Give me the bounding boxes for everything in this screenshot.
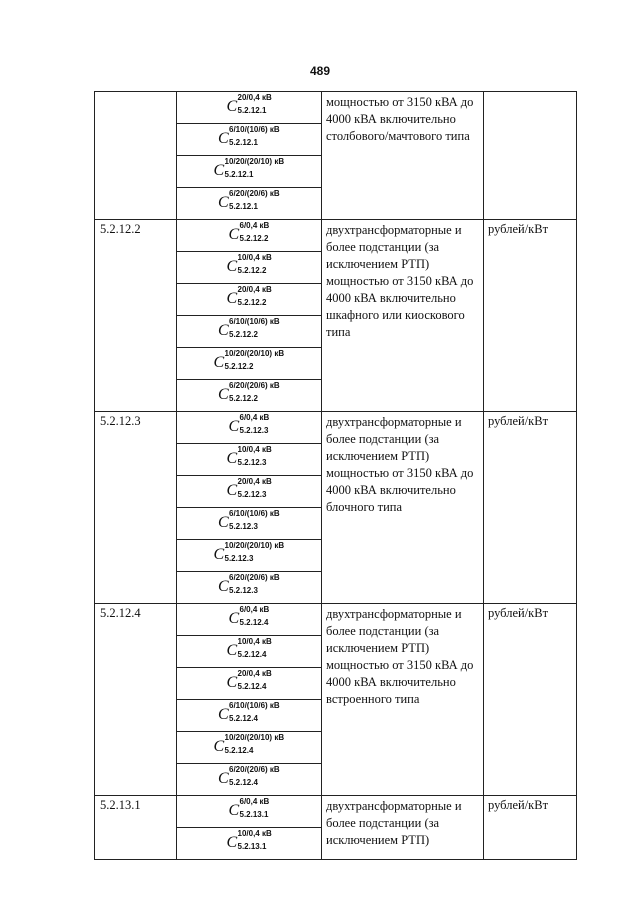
symbol-base: C [228,610,240,627]
description-cell: двухтрансформаторные и более подстанции (за исключением РТП) мощностью от 3150 кВА до 4000 кВА включительно шкафного или киоскового типа [322,220,484,412]
symbol-subscript: 5.2.12.2 [237,266,267,275]
symbol-base: C [213,546,225,563]
symbol-superscript: 6/0,4 кВ [239,605,270,614]
symbol-subscript: 5.2.12.2 [229,330,258,339]
tariff-table [94,91,577,860]
tariff-symbol [229,412,270,438]
symbol-superscript: 20/0,4 кВ [237,93,272,102]
symbol-base: C [218,386,229,403]
symbol-superscript: 10/20/(20/10) кВ [224,733,285,742]
symbol-superscript: 6/10/(10/6) кВ [229,317,280,326]
symbol-superscript: 6/10/(10/6) кВ [229,509,280,518]
tariff-symbol-cell [177,476,322,508]
symbol-subscript: 5.2.12.4 [239,618,269,627]
table-row [95,604,577,636]
symbol-superscript: 10/0,4 кВ [237,253,272,262]
tariff-symbol [229,604,270,630]
tariff-symbol-cell [177,572,322,604]
tariff-symbol-cell [177,92,322,124]
symbol-superscript: 20/0,4 кВ [237,477,272,486]
tariff-symbol-cell [177,316,322,348]
symbol-base: C [226,834,238,851]
tariff-symbol [229,796,270,822]
symbol-subscript: 5.2.12.1 [224,170,254,179]
tariff-symbol [218,508,280,534]
symbol-base: C [213,354,225,371]
tariff-symbol [227,828,272,854]
symbol-base: C [218,706,229,723]
tariff-symbol-cell [177,540,322,572]
symbol-base: C [228,418,240,435]
symbol-base: C [226,450,238,467]
symbol-superscript: 10/0,4 кВ [237,445,272,454]
tariff-symbol [227,252,272,278]
tariff-symbol-cell [177,764,322,796]
description-cell: мощностью от 3150 кВА до 4000 кВА включительно столбового/мачтового типа [322,92,484,220]
tariff-symbol [214,156,285,182]
symbol-superscript: 10/0,4 кВ [237,637,272,646]
symbol-superscript: 6/0,4 кВ [239,413,270,422]
symbol-superscript: 10/20/(20/10) кВ [224,349,285,358]
tariff-symbol-cell [177,252,322,284]
symbol-subscript: 5.2.12.4 [237,682,267,691]
table-row [95,412,577,444]
description-cell: двухтрансформаторные и более подстанции (за исключением РТП) мощностью от 3150 кВА до 4000 кВА включительно встроенного типа [322,604,484,796]
symbol-superscript: 6/0,4 кВ [239,221,270,230]
symbol-subscript: 5.2.12.1 [229,202,258,211]
tariff-symbol-cell [177,700,322,732]
tariff-symbol [218,572,280,598]
unit-cell: рублей/кВт [484,412,577,604]
symbol-subscript: 5.2.13.1 [237,842,267,851]
tariff-symbol-cell [177,732,322,764]
tariff-symbol [214,732,285,758]
symbol-base: C [226,482,238,499]
symbol-subscript: 5.2.12.3 [229,586,258,595]
tariff-symbol [229,220,270,246]
symbol-subscript: 5.2.12.1 [237,106,267,115]
symbol-superscript: 20/0,4 кВ [237,669,272,678]
tariff-symbol [218,380,280,406]
table-row [95,220,577,252]
symbol-superscript: 10/20/(20/10) кВ [224,541,285,550]
item-code-cell: 5.2.13.1 [95,796,177,860]
tariff-symbol [227,284,272,310]
tariff-symbol-cell [177,188,322,220]
tariff-symbol [227,668,272,694]
symbol-base: C [213,162,225,179]
unit-cell: рублей/кВт [484,796,577,860]
description-cell: двухтрансформаторные и более подстанции (за исключением РТП) мощностью от 3150 кВА до 4000 кВА включительно блочного типа [322,412,484,604]
symbol-superscript: 6/20/(20/6) кВ [229,765,280,774]
symbol-base: C [226,258,238,275]
symbol-superscript: 20/0,4 кВ [237,285,272,294]
symbol-base: C [218,322,229,339]
symbol-superscript: 6/20/(20/6) кВ [229,573,280,582]
symbol-subscript: 5.2.12.4 [237,650,267,659]
symbol-base: C [218,194,229,211]
tariff-symbol-cell [177,828,322,860]
tariff-symbol-cell [177,444,322,476]
symbol-subscript: 5.2.12.3 [237,458,267,467]
tariff-symbol-cell [177,412,322,444]
tariff-symbol [218,764,280,790]
item-code-cell: 5.2.12.3 [95,412,177,604]
tariff-symbol-cell [177,124,322,156]
symbol-subscript: 5.2.12.3 [237,490,267,499]
page-number: 489 [309,64,331,78]
symbol-base: C [213,738,225,755]
symbol-superscript: 6/20/(20/6) кВ [229,189,280,198]
symbol-subscript: 5.2.12.2 [239,234,269,243]
tariff-symbol-cell [177,284,322,316]
symbol-superscript: 6/0,4 кВ [239,797,270,806]
symbol-subscript: 5.2.12.4 [224,746,254,755]
tariff-symbol-cell [177,508,322,540]
tariff-symbol [227,636,272,662]
symbol-base: C [226,98,238,115]
symbol-subscript: 5.2.12.4 [229,778,258,787]
tariff-symbol [214,348,285,374]
unit-cell: рублей/кВт [484,604,577,796]
symbol-superscript: 6/20/(20/6) кВ [229,381,280,390]
tariff-symbol [214,540,285,566]
item-code-cell: 5.2.12.4 [95,604,177,796]
symbol-superscript: 10/0,4 кВ [237,829,272,838]
table-row [95,92,577,124]
tariff-symbol [218,188,280,214]
symbol-base: C [218,514,229,531]
symbol-base: C [226,642,238,659]
symbol-superscript: 6/10/(10/6) кВ [229,701,280,710]
symbol-subscript: 5.2.12.2 [237,298,267,307]
symbol-base: C [226,674,238,691]
tariff-symbol-cell [177,636,322,668]
symbol-subscript: 5.2.12.3 [224,554,254,563]
tariff-symbol [218,316,280,342]
tariff-symbol-cell [177,668,322,700]
tariff-symbol-cell [177,796,322,828]
item-code-cell: 5.2.12.2 [95,220,177,412]
unit-cell: рублей/кВт [484,220,577,412]
symbol-superscript: 10/20/(20/10) кВ [224,157,285,166]
symbol-base: C [218,130,229,147]
tariff-symbol [227,444,272,470]
symbol-subscript: 5.2.12.3 [239,426,269,435]
tariff-symbol-cell [177,156,322,188]
symbol-subscript: 5.2.12.1 [229,138,258,147]
symbol-subscript: 5.2.13.1 [239,810,269,819]
unit-cell [484,92,577,220]
tariff-symbol [218,700,280,726]
symbol-base: C [218,578,229,595]
tariff-symbol-cell [177,604,322,636]
item-code-cell [95,92,177,220]
description-cell: двухтрансформаторные и более подстанции (за исключением РТП) [322,796,484,860]
tariff-symbol [227,476,272,502]
symbol-base: C [228,226,240,243]
symbol-base: C [228,802,240,819]
tariff-symbol [218,124,280,150]
symbol-base: C [226,290,238,307]
tariff-symbol-cell [177,380,322,412]
symbol-subscript: 5.2.12.2 [224,362,254,371]
tariff-symbol-cell [177,220,322,252]
symbol-subscript: 5.2.12.3 [229,522,258,531]
tariff-table-body [95,92,577,860]
tariff-symbol-cell [177,348,322,380]
tariff-symbol [227,92,272,118]
symbol-subscript: 5.2.12.2 [229,394,258,403]
symbol-superscript: 6/10/(10/6) кВ [229,125,280,134]
table-row [95,796,577,828]
symbol-base: C [218,770,229,787]
symbol-subscript: 5.2.12.4 [229,714,258,723]
